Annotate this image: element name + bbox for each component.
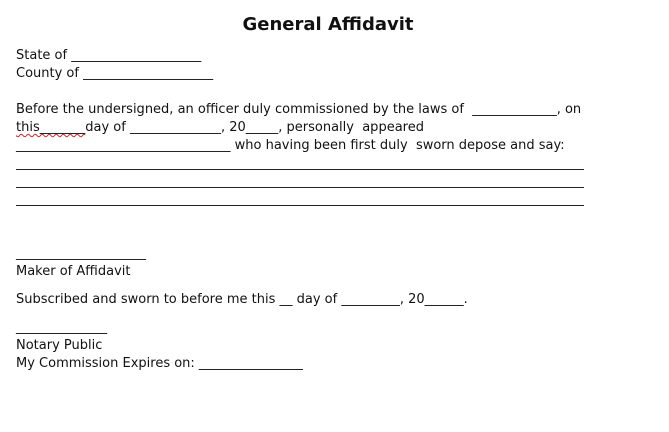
- commission-line: My Commission Expires on: ________________: [16, 356, 303, 371]
- body-line-3: _________________________________ who having been first duly sworn depose and say:: [16, 138, 565, 153]
- misspelled-word: this_______: [16, 120, 86, 135]
- body-line-1: Before the undersigned, an officer duly commissioned by the laws of _____________, on: [16, 102, 582, 117]
- county-line: County of ____________________: [16, 66, 214, 81]
- maker-label: Maker of Affidavit: [16, 264, 131, 279]
- maker-signature-line: ____________________: [16, 246, 146, 261]
- statement-blank-line-1: [16, 169, 584, 170]
- notary-label: Notary Public: [16, 338, 103, 353]
- document-title: General Affidavit: [242, 14, 414, 35]
- body-line-2: [16, 119, 424, 137]
- body-line-2-rest: day of ______________, 20_____, personally appeared: [85, 120, 424, 135]
- subscribed-line: Subscribed and sworn to before me this __ day of _________, 20______.: [16, 292, 468, 307]
- statement-blank-line-3: [16, 205, 584, 206]
- state-line: State of ____________________: [16, 48, 202, 63]
- statement-blank-line-2: [16, 187, 584, 188]
- notary-signature-line: ______________: [16, 320, 107, 335]
